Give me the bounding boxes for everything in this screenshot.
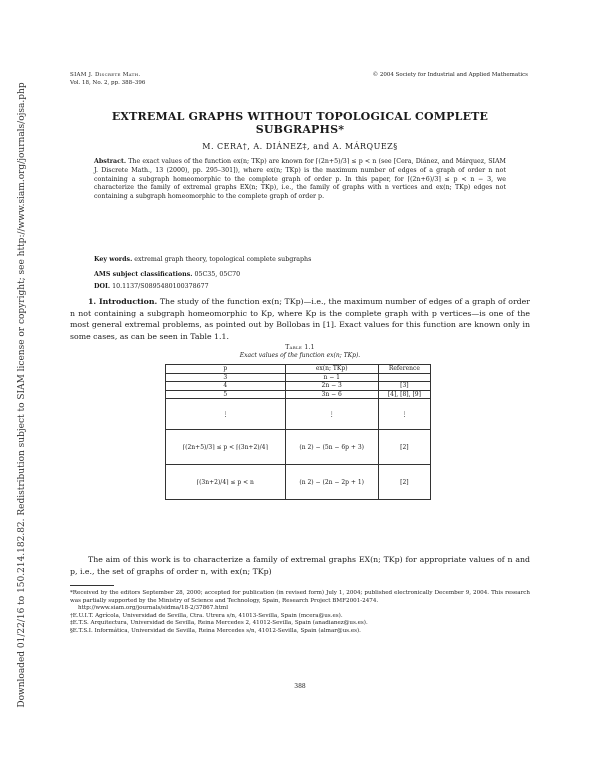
abstract-text: The exact values of the function ex(n; TKp) are known for ⌈(2n+5)/3⌉ ≤ p < n (see [Cera, Diánez, and Márquez, SIAM J. Discrete Math., 13 (2000), pp. 295–301]), where ex(n; TKp) is the maximum number of edges of a graph of order n not containing a subgraph homeomorphic to the complete graph of order p. In this paper, for ⌈(2n+6)/3⌉ ≤ p < n − 3, we characterize the family of extremal graphs EX(n; TKp), i.e., the family of graphs with n vertices and ex(n; TKp) edges not containing a subgraph homeomorphic to the complete graph of order p.: [94, 158, 506, 201]
journal-name: SIAM J. Discrete Math.: [70, 72, 141, 78]
table-cell: [378, 373, 430, 382]
table-cell: 3: [166, 373, 286, 382]
table-cell: [2]: [378, 430, 430, 465]
keywords-label: Key words.: [94, 256, 133, 263]
table-label: Table 1.1: [285, 344, 315, 351]
intro-heading: 1. Introduction.: [88, 297, 158, 306]
ams-text: 05C35, 05C70: [194, 271, 241, 278]
footnotes: [70, 590, 530, 636]
page-number: 388: [294, 683, 306, 690]
table-caption: [70, 344, 530, 360]
table-cell: 3n − 6: [285, 390, 378, 399]
table-cell: (n 2) − (5n − 6p + 3): [285, 430, 378, 465]
keywords: [94, 256, 506, 264]
abstract-label: Abstract.: [94, 158, 127, 165]
table-header: Reference: [378, 365, 430, 374]
table-row: [166, 399, 431, 430]
journal-volume: Vol. 18, No. 2, pp. 388–396: [70, 79, 146, 86]
table-cell: 2n − 3: [285, 382, 378, 391]
paper-title: EXTREMAL GRAPHS WITHOUT TOPOLOGICAL COMPLETE SUBGRAPHS*: [111, 110, 489, 136]
table-cell: 5: [166, 390, 286, 399]
table-row: [166, 465, 431, 500]
paper-authors: M. CERA†, A. DIÁNEZ‡, and A. MÁRQUEZ§: [202, 142, 398, 151]
download-side-note: Downloaded 01/22/16 to 150.214.182.82. Redistribution subject to SIAM license or copyright; see http://www.siam.org/journals/ojsa.php: [17, 82, 27, 708]
table-row: [166, 382, 431, 391]
doi-text: 10.1137/S0895480100378677: [112, 283, 209, 290]
table-row: [166, 373, 431, 382]
table-caption-text: Exact values of the function ex(n; TKp).: [239, 352, 361, 359]
table-row: [166, 390, 431, 399]
ams-label: AMS subject classifications.: [94, 271, 193, 278]
footnote: †E.U.I.T. Agrícola, Universidad de Sevilla, Ctra. Utrera s/n, 41013-Sevilla, Spain (mcera@us.es).: [70, 612, 343, 619]
table-cell: n − 1: [285, 373, 378, 382]
table-cell: (n 2) − (2n − 2p + 1): [285, 465, 378, 500]
footnote-link[interactable]: http://www.siam.org/journals/sidma/18-2/37867.html: [78, 605, 228, 612]
table-header: ex(n; TKp): [285, 365, 378, 374]
footnote: §E.T.S.I. Informática, Universidad de Sevilla, Reina Mercedes s/n, 41012-Sevilla, Spain (almar@us.es).: [70, 627, 361, 634]
journal-header: [70, 72, 145, 87]
introduction: [70, 296, 530, 342]
table-cell: [3]: [378, 382, 430, 391]
footnote-rule: [70, 585, 114, 586]
aim-text: The aim of this work is to characterize a family of extremal graphs EX(n; TKp) for appropriate values of n and p, i.e., the set of graphs of order n, with ex(n; TKp): [70, 555, 530, 576]
table-cell: ⋮: [285, 399, 378, 430]
table-cell: [4], [8], [9]: [378, 390, 430, 399]
table-row: [166, 430, 431, 465]
table-cell: ⋮: [378, 399, 430, 430]
footnote: *Received by the editors September 28, 2000; accepted for publication (in revised form) July 1, 2004; published electronically December 9, 2004. This research was partially supported by the Ministry of Science and Technology, Spain, Research Project BMF2001-2474.: [70, 590, 530, 604]
doi: [94, 283, 506, 291]
table-cell: [2]: [378, 465, 430, 500]
table-header: p: [166, 365, 286, 374]
values-table: [165, 364, 431, 500]
keywords-text: extremal graph theory, topological complete subgraphs: [134, 256, 312, 263]
table-cell: ⌈(3n+2)/4⌉ ≤ p < n: [166, 465, 286, 500]
table-header-row: [166, 365, 431, 374]
table-cell: 4: [166, 382, 286, 391]
copyright-notice: © 2004 Society for Industrial and Applied Mathematics: [372, 72, 528, 78]
table-cell: ⌈(2n+5)/3⌉ ≤ p < ⌈(3n+2)/4⌉: [166, 430, 286, 465]
footnote: ‡E.T.S. Arquitectura, Universidad de Sevilla, Reina Mercedes 2, 41012-Sevilla, Spain (anadianez@us.es).: [70, 620, 368, 627]
aim-paragraph: [70, 554, 530, 577]
ams-classification: [94, 271, 506, 279]
table-cell: ⋮: [166, 399, 286, 430]
intro-text: The study of the function ex(n; TKp)—i.e., the maximum number of edges of a graph of order n not containing a subgraph homeomorphic to Kp, where Kp is the complete graph with p vertices—is one of the most general extremal problems, as pointed out by Bollobas in [1]. Exact values for this function are known only in some cases, as can be seen in Table 1.1.: [70, 297, 530, 341]
abstract: [94, 158, 506, 202]
doi-label: DOI.: [94, 283, 111, 290]
